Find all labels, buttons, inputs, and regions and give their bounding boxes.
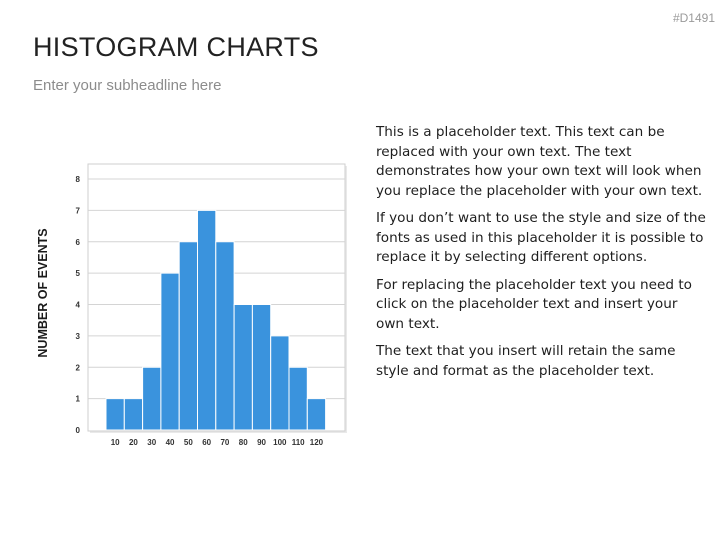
x-tick-label: 60 bbox=[202, 438, 212, 447]
histogram-bar bbox=[289, 367, 307, 430]
y-tick-label: 5 bbox=[75, 269, 80, 279]
x-tick-label: 50 bbox=[183, 438, 193, 447]
body-text-block[interactable] bbox=[376, 123, 706, 389]
x-tick-label: 40 bbox=[165, 438, 175, 447]
x-tick-label: 110 bbox=[291, 438, 305, 447]
x-tick-label: 70 bbox=[220, 438, 230, 447]
x-tick-label: 30 bbox=[147, 438, 157, 447]
histogram-bar bbox=[106, 399, 124, 430]
y-tick-label: 4 bbox=[75, 300, 80, 310]
histogram-bar bbox=[307, 399, 325, 430]
slide-id: #D1491 bbox=[672, 11, 715, 25]
x-tick-label: 80 bbox=[238, 438, 248, 447]
page-title: HISTOGRAM CHARTS bbox=[33, 32, 319, 62]
x-tick-label: 90 bbox=[257, 438, 267, 447]
histogram-bar bbox=[124, 399, 142, 430]
y-tick-label: 3 bbox=[75, 331, 80, 341]
paragraph-3: For replacing the placeholder text you need to click on the placeholder text and insert your own text. bbox=[376, 276, 692, 332]
x-tick-label: 20 bbox=[128, 438, 138, 447]
paragraph-2: If you don’t want to use the style and size of the fonts as used in this placeholder it is possible to replace it by selecting different options. bbox=[376, 210, 706, 265]
histogram-chart bbox=[28, 150, 358, 460]
paragraph-4: The text that you insert will retain the same style and format as the placeholder text. bbox=[376, 343, 676, 379]
histogram-bar bbox=[216, 242, 234, 430]
x-tick-label: 120 bbox=[309, 438, 324, 447]
y-tick-label: 8 bbox=[75, 175, 80, 184]
histogram-bar bbox=[234, 305, 252, 431]
histogram-bar bbox=[271, 336, 289, 430]
page-subtitle[interactable]: Enter your subheadline here bbox=[33, 77, 222, 94]
histogram-bar bbox=[198, 210, 216, 430]
x-tick-label: 100 bbox=[273, 438, 287, 447]
y-tick-label: 2 bbox=[75, 363, 80, 373]
y-axis-label: NUMBER OF EVENTS bbox=[36, 228, 50, 358]
y-tick-label: 1 bbox=[75, 394, 80, 404]
y-tick-label: 6 bbox=[75, 237, 80, 247]
histogram-bar bbox=[143, 367, 161, 430]
histogram-bar bbox=[252, 305, 270, 431]
x-tick-label: 10 bbox=[110, 438, 120, 447]
y-tick-label: 0 bbox=[75, 426, 80, 435]
paragraph-1: This is a placeholder text. This text can be replaced with your own text. The text demonstrates how your own text will look when you replace the placeholder with your own text. bbox=[376, 124, 703, 199]
histogram-bar bbox=[179, 242, 197, 430]
chart-canvas bbox=[28, 150, 358, 460]
histogram-bar bbox=[161, 273, 179, 430]
y-tick-label: 7 bbox=[75, 206, 80, 216]
